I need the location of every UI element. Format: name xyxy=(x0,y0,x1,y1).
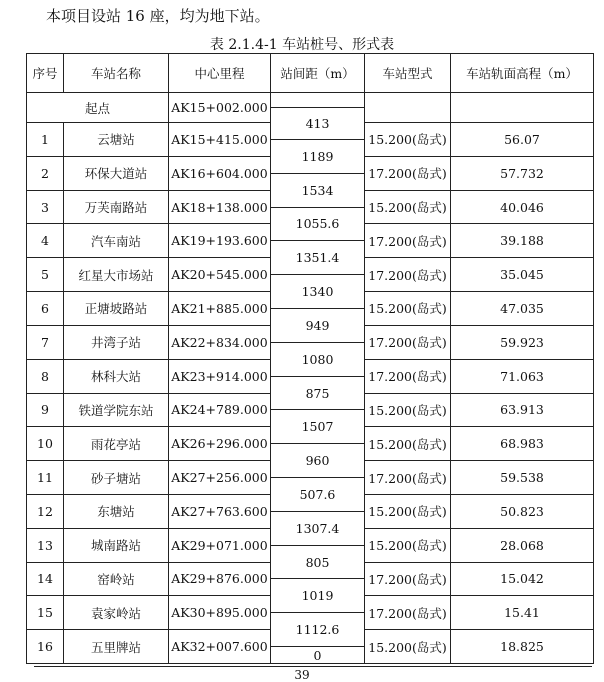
row-mileage-cell: AK16+604.000 xyxy=(168,156,271,191)
distance-cell: 1112.6 xyxy=(270,612,365,647)
row-mileage-cell: AK27+763.600 xyxy=(168,494,271,529)
row-elev-cell: 57.732 xyxy=(450,156,594,191)
row-mileage-cell: AK18+138.000 xyxy=(168,190,271,225)
page-number: 39 xyxy=(294,668,310,682)
row-mileage-cell: AK27+256.000 xyxy=(168,460,271,495)
row-mileage-cell: AK29+071.000 xyxy=(168,528,271,563)
row-no-cell: 3 xyxy=(26,190,64,225)
header-cell: 车站轨面高程（m） xyxy=(450,53,594,93)
row-type-cell: 15.200(岛式) xyxy=(364,190,451,225)
row-no-cell: 13 xyxy=(26,528,64,563)
row-elev-cell: 28.068 xyxy=(450,528,594,563)
row-name-cell: 袁家岭站 xyxy=(63,595,169,630)
row-type-cell: 17.200(岛式) xyxy=(364,595,451,630)
start-elev-cell xyxy=(450,92,594,123)
row-name-cell: 汽车南站 xyxy=(63,223,169,258)
row-name-cell: 东塘站 xyxy=(63,494,169,529)
row-name-cell: 红星大市场站 xyxy=(63,257,169,292)
row-no-cell: 5 xyxy=(26,257,64,292)
row-no-cell: 1 xyxy=(26,122,64,157)
distance-cell: 1055.6 xyxy=(270,207,365,242)
row-type-cell: 17.200(岛式) xyxy=(364,460,451,495)
row-elev-cell: 68.983 xyxy=(450,426,594,461)
distance-blank-cell xyxy=(270,92,365,108)
row-mileage-cell: AK30+895.000 xyxy=(168,595,271,630)
row-type-cell: 17.200(岛式) xyxy=(364,359,451,394)
row-name-cell: 城南路站 xyxy=(63,528,169,563)
distance-cell: 1340 xyxy=(270,274,365,309)
row-no-cell: 11 xyxy=(26,460,64,495)
row-name-cell: 砂子塘站 xyxy=(63,460,169,495)
row-elev-cell: 50.823 xyxy=(450,494,594,529)
row-name-cell: 五里牌站 xyxy=(63,629,169,664)
row-elev-cell: 35.045 xyxy=(450,257,594,292)
row-name-cell: 井湾子站 xyxy=(63,325,169,360)
row-type-cell: 15.200(岛式) xyxy=(364,291,451,326)
start-label-cell: 起点 xyxy=(26,92,169,123)
row-type-cell: 17.200(岛式) xyxy=(364,257,451,292)
row-no-cell: 7 xyxy=(26,325,64,360)
row-type-cell: 17.200(岛式) xyxy=(364,223,451,258)
row-no-cell: 6 xyxy=(26,291,64,326)
row-name-cell: 正塘坡路站 xyxy=(63,291,169,326)
row-no-cell: 15 xyxy=(26,595,64,630)
distance-cell: 1534 xyxy=(270,173,365,208)
row-type-cell: 15.200(岛式) xyxy=(364,122,451,157)
row-no-cell: 10 xyxy=(26,426,64,461)
row-mileage-cell: AK15+415.000 xyxy=(168,122,271,157)
row-mileage-cell: AK20+545.000 xyxy=(168,257,271,292)
row-type-cell: 15.200(岛式) xyxy=(364,494,451,529)
row-elev-cell: 15.41 xyxy=(450,595,594,630)
row-type-cell: 15.200(岛式) xyxy=(364,393,451,428)
row-elev-cell: 56.07 xyxy=(450,122,594,157)
row-mileage-cell: AK19+193.600 xyxy=(168,223,271,258)
distance-cell: 960 xyxy=(270,443,365,478)
row-elev-cell: 71.063 xyxy=(450,359,594,394)
row-mileage-cell: AK22+834.000 xyxy=(168,325,271,360)
row-type-cell: 17.200(岛式) xyxy=(364,562,451,597)
row-mileage-cell: AK26+296.000 xyxy=(168,426,271,461)
distance-cell: 413 xyxy=(270,107,365,140)
distance-cell: 875 xyxy=(270,376,365,411)
row-no-cell: 4 xyxy=(26,223,64,258)
row-name-cell: 雨花亭站 xyxy=(63,426,169,461)
header-cell: 站间距（m） xyxy=(270,53,365,93)
distance-cell: 1080 xyxy=(270,342,365,377)
row-elev-cell: 47.035 xyxy=(450,291,594,326)
distance-cell: 1351.4 xyxy=(270,240,365,275)
distance-cell: 949 xyxy=(270,308,365,343)
row-type-cell: 15.200(岛式) xyxy=(364,528,451,563)
row-type-cell: 15.200(岛式) xyxy=(364,629,451,664)
row-no-cell: 16 xyxy=(26,629,64,664)
row-mileage-cell: AK32+007.600 xyxy=(168,629,271,664)
row-elev-cell: 59.923 xyxy=(450,325,594,360)
distance-cell: 1307.4 xyxy=(270,511,365,546)
row-elev-cell: 40.046 xyxy=(450,190,594,225)
row-no-cell: 8 xyxy=(26,359,64,394)
row-type-cell: 17.200(岛式) xyxy=(364,156,451,191)
row-mileage-cell: AK24+789.000 xyxy=(168,393,271,428)
header-cell: 中心里程 xyxy=(168,53,271,93)
row-elev-cell: 63.913 xyxy=(450,393,594,428)
distance-cell: 507.6 xyxy=(270,477,365,512)
row-elev-cell: 18.825 xyxy=(450,629,594,664)
row-mileage-cell: AK23+914.000 xyxy=(168,359,271,394)
distance-last-cell: 0 xyxy=(270,646,365,664)
row-type-cell: 17.200(岛式) xyxy=(364,325,451,360)
row-elev-cell: 59.538 xyxy=(450,460,594,495)
row-mileage-cell: AK29+876.000 xyxy=(168,562,271,597)
footer-divider xyxy=(34,666,592,667)
row-name-cell: 环保大道站 xyxy=(63,156,169,191)
distance-cell: 1507 xyxy=(270,409,365,444)
row-name-cell: 云塘站 xyxy=(63,122,169,157)
row-elev-cell: 39.188 xyxy=(450,223,594,258)
row-name-cell: 林科大站 xyxy=(63,359,169,394)
row-name-cell: 万芙南路站 xyxy=(63,190,169,225)
start-type-cell xyxy=(364,92,451,123)
row-no-cell: 14 xyxy=(26,562,64,597)
row-no-cell: 12 xyxy=(26,494,64,529)
row-name-cell: 窑岭站 xyxy=(63,562,169,597)
header-cell: 车站名称 xyxy=(63,53,169,93)
distance-cell: 1019 xyxy=(270,578,365,613)
row-no-cell: 2 xyxy=(26,156,64,191)
row-mileage-cell: AK21+885.000 xyxy=(168,291,271,326)
table-caption: 表 2.1.4-1 车站桩号、形式表 xyxy=(209,37,395,53)
row-type-cell: 15.200(岛式) xyxy=(364,426,451,461)
row-name-cell: 铁道学院东站 xyxy=(63,393,169,428)
distance-cell: 805 xyxy=(270,545,365,580)
header-cell: 序号 xyxy=(26,53,64,93)
row-elev-cell: 15.042 xyxy=(450,562,594,597)
start-mileage-cell: AK15+002.000 xyxy=(168,92,271,123)
intro-text: 本项目设站 16 座，均为地下站。 xyxy=(46,7,270,25)
distance-cell: 1189 xyxy=(270,139,365,174)
header-cell: 车站型式 xyxy=(364,53,451,93)
row-no-cell: 9 xyxy=(26,393,64,428)
